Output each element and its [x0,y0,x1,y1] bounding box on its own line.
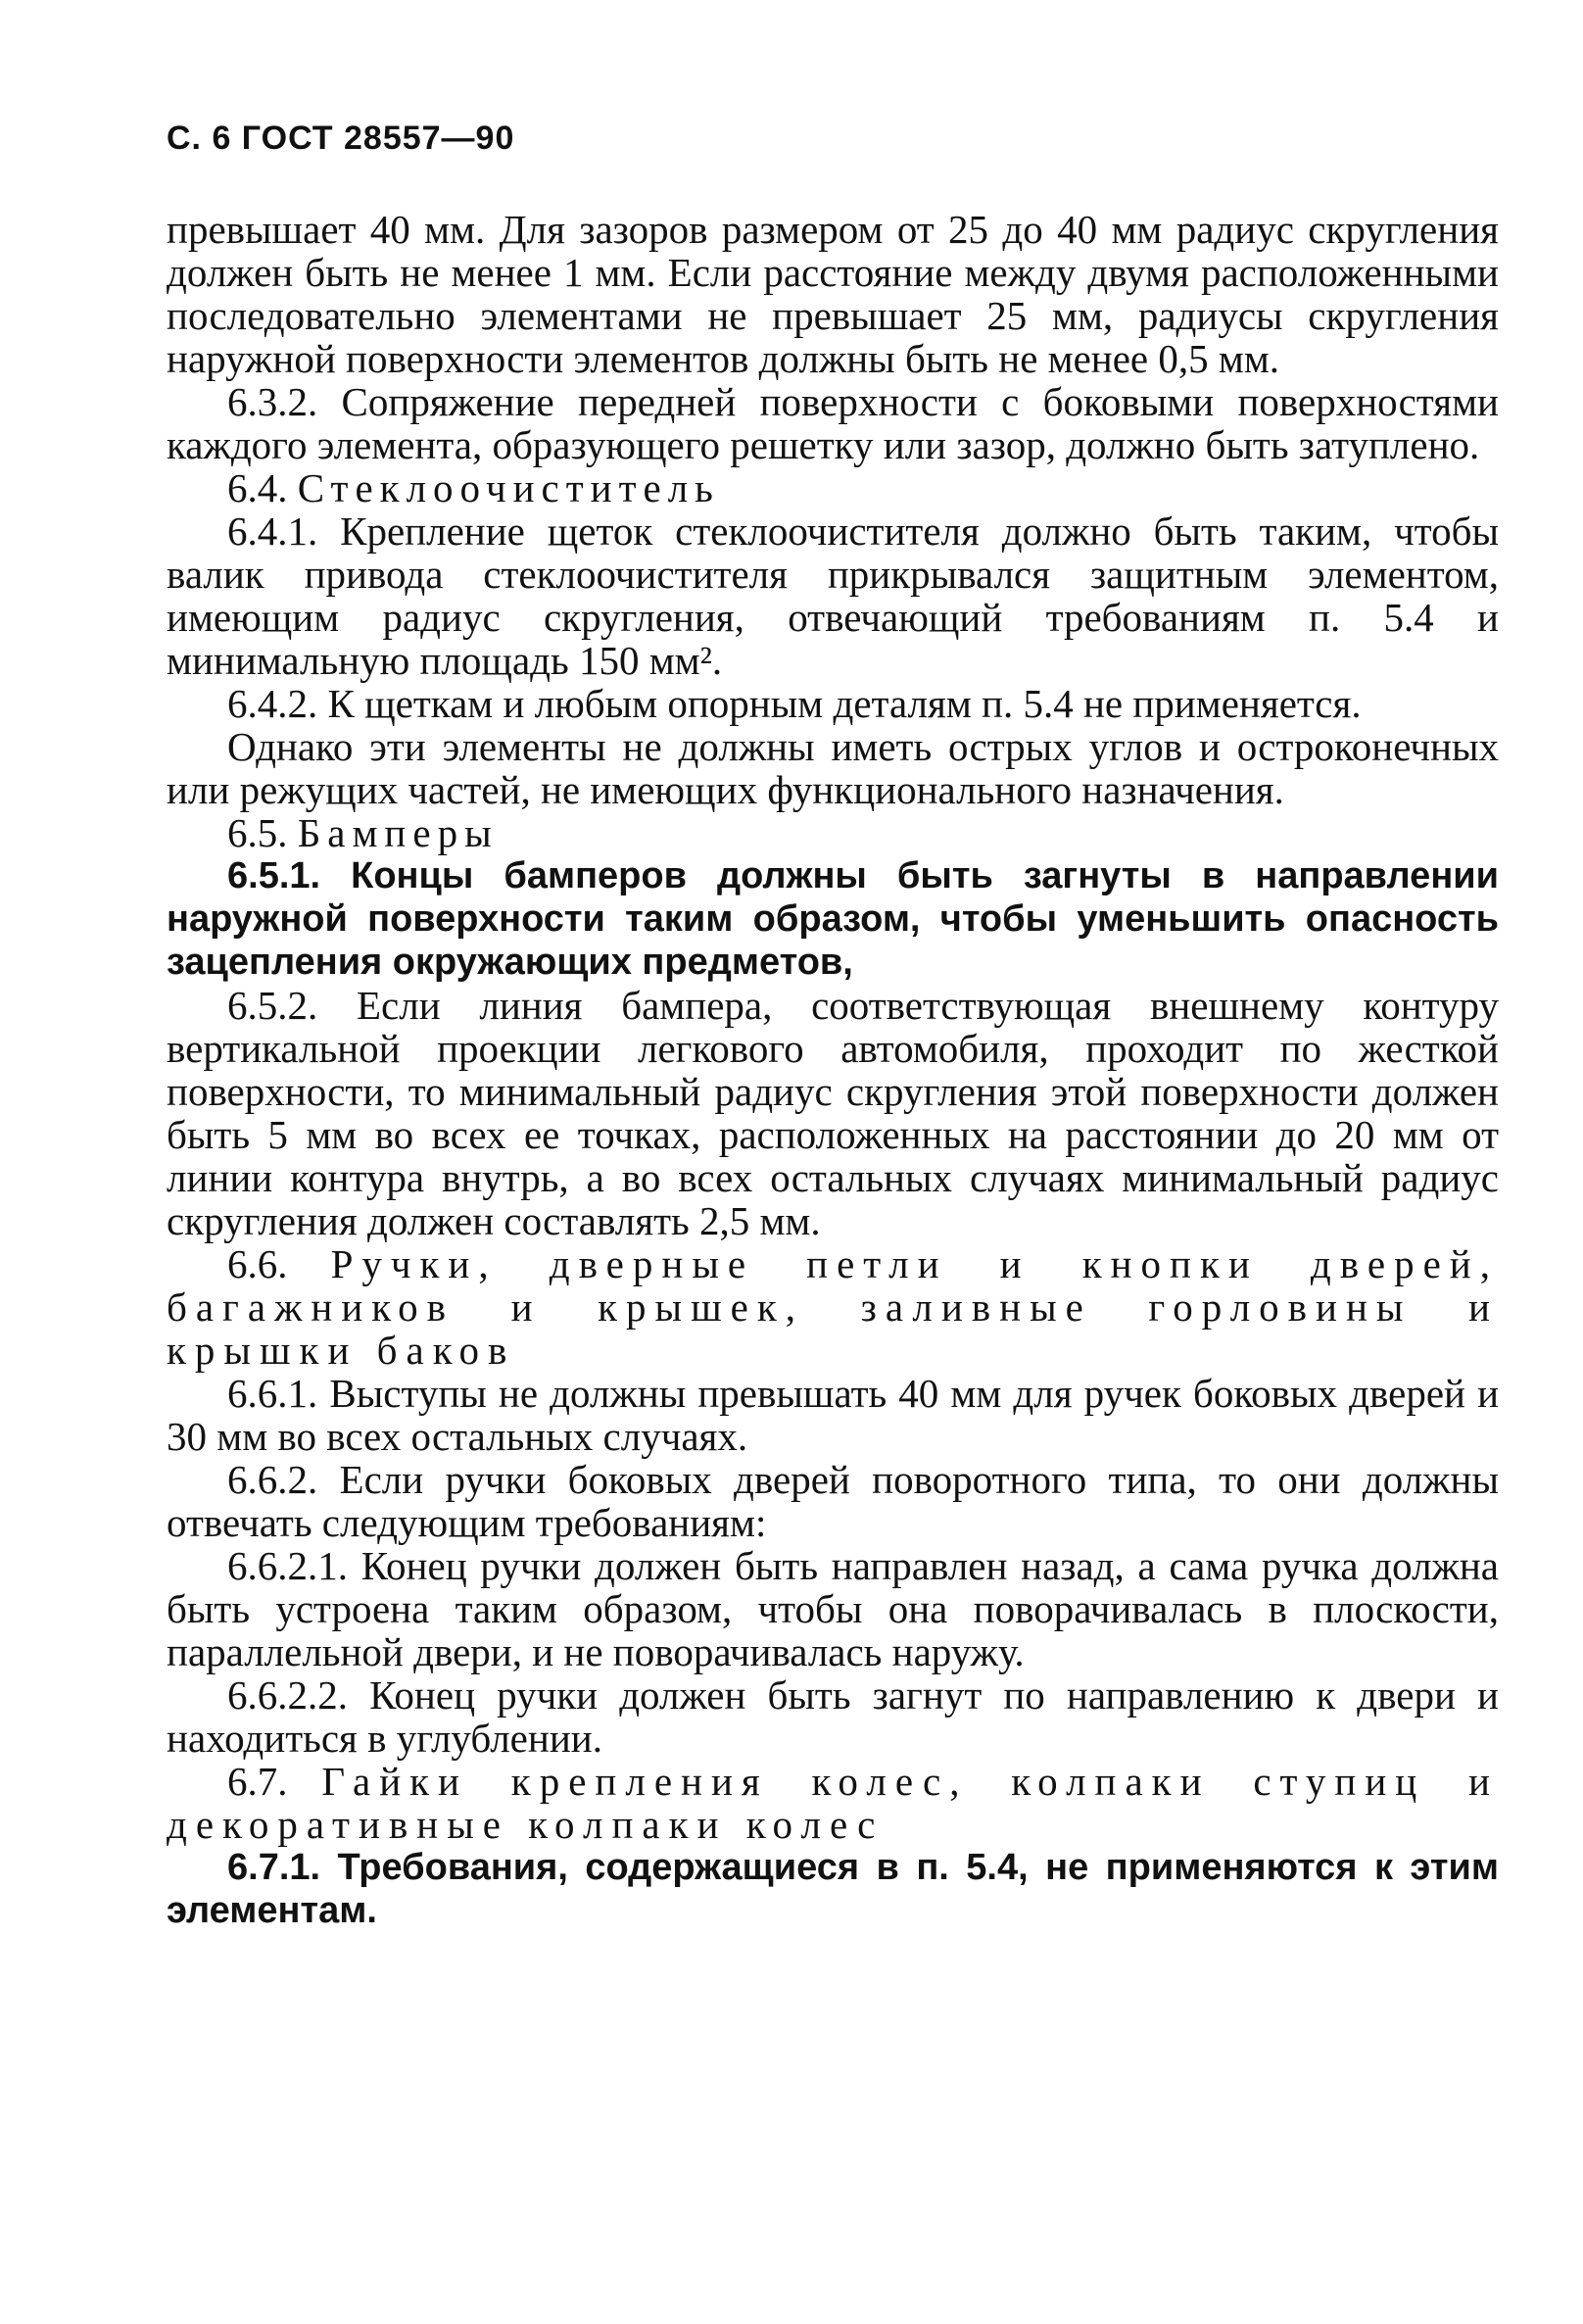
document-body [167,208,1499,1932]
paragraph-6-3-1-continued [167,208,1499,380]
section-title: Ручки, дверные петли и кнопки дверей, багажников и крышек, заливные горловины и крышки баков [167,1241,1500,1373]
paragraph-text: Однако эти элементы не должны иметь острых углов и остроконечных или режущих частей, не имеющих функционального назначения. [167,724,1499,812]
section-heading-6-4 [167,466,1499,509]
page-header: С. 6 ГОСТ 28557—90 [167,120,515,157]
section-heading-6-7 [167,1760,1499,1846]
clause-number: 6.7. [227,1759,288,1804]
paragraph-6-7-1 [167,1846,1499,1932]
clause-number: 6.5.2. [227,983,318,1028]
paragraph-text: Если ручки боковых дверей поворотного типа, то они должны отвечать следующим требованиям: [167,1457,1499,1545]
paragraph-text: Сопряжение передней поверхности с боковыми поверхностями каждого элемента, образующего решетку или зазор, должно быть затуплено. [167,379,1499,467]
paragraph-6-5-2 [167,984,1499,1242]
clause-number: 6.5.1. [227,855,321,896]
clause-number: 6.6.2.2. [227,1672,348,1718]
section-heading-6-5 [167,811,1499,854]
clause-number: 6.4. [227,465,288,510]
paragraph-text: К щеткам и любым опорным деталям п. 5.4 не применяется. [327,681,1362,726]
section-title: Стеклоочиститель [297,465,720,510]
paragraph-6-4-2 [167,682,1499,725]
clause-number: 6.7.1. [227,1847,321,1888]
clause-number: 6.6. [227,1241,288,1286]
paragraph-text: Требования, содержащиеся в п. 5.4, не применяются к этим элементам. [167,1847,1499,1931]
paragraph-text: Концы бамперов должны быть загнуты в направлении наружной поверхности таким образом, чтобы уменьшить опасность зацепления окружающих предметов, [167,855,1499,983]
section-title: Бамперы [297,810,499,855]
paragraph-text: превышает 40 мм. Для зазоров размером от 25 до 40 мм радиус скругления должен быть не менее 1 мм. Если расстояние между двумя расположенными последовательно элементами не превышает 25 мм, радиусы скругления наружной поверхности элементов должны быть не менее 0,5 мм. [167,207,1499,381]
paragraph-6-6-2-1 [167,1544,1499,1673]
paragraph-6-6-2-2 [167,1673,1499,1760]
clause-number: 6.5. [227,810,288,855]
paragraph-6-5-1 [167,854,1499,984]
paragraph-text: Если линия бампера, соответствующая внешнему контуру вертикальной проекции легкового автомобиля, проходит по жесткой поверхности, то минимальный радиус скругления этой поверхности должен быть 5 мм во всех ее точках, расположенных на расстоянии до 20 мм от линии контура внутрь, а во всех остальных случаях минимальный радиус скругления должен составлять 2,5 мм. [167,983,1499,1243]
paragraph-text: Крепление щеток стеклоочистителя должно быть таким, чтобы валик привода стеклоочистителя прикрывался защитным элементом, имеющим радиус скругления, отвечающий требованиям п. 5.4 и минимальную площадь 150 мм². [167,508,1499,683]
clause-number: 6.4.2. [227,681,318,726]
paragraph-6-6-1 [167,1372,1499,1458]
clause-number: 6.3.2. [227,379,318,424]
paragraph-6-4-1 [167,509,1499,682]
clause-number: 6.6.2.1. [227,1543,348,1588]
paragraph-6-6-2 [167,1458,1499,1544]
paragraph-text: Выступы не должны превышать 40 мм для ручек боковых дверей и 30 мм во всех остальных случаях. [167,1371,1500,1459]
section-heading-6-6 [167,1242,1499,1372]
paragraph-6-3-2 [167,380,1499,466]
clause-number: 6.6.1. [227,1371,318,1416]
clause-number: 6.6.2. [227,1457,318,1502]
section-title: Гайки крепления колес, колпаки ступиц и декоративные колпаки колес [167,1759,1499,1847]
paragraph-text: Конец ручки должен быть загнут по направлению к двери и находиться в углублении. [167,1672,1499,1761]
clause-number: 6.4.1. [227,508,318,554]
paragraph-6-4-2-note [167,725,1499,811]
paragraph-text: Конец ручки должен быть направлен назад, а сама ручка должна быть устроена таким образом, чтобы она поворачивалась в плоскости, параллельной двери, и не поворачивалась наружу. [167,1543,1500,1674]
